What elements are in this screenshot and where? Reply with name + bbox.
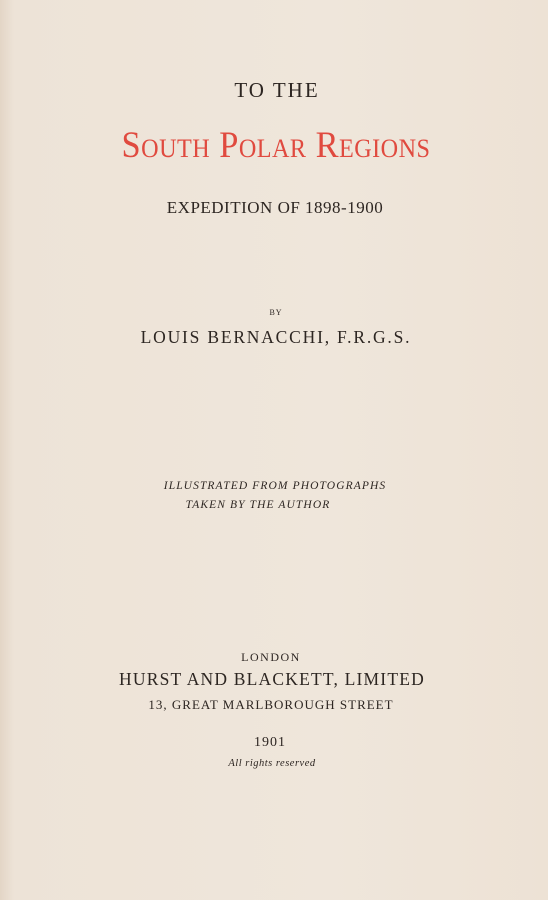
illustration-note-line2: TAKEN BY THE AUTHOR bbox=[185, 499, 331, 511]
publication-year: 1901 bbox=[254, 735, 286, 750]
book-title: South Polar Regions bbox=[121, 125, 431, 166]
publisher-address: 13, GREAT MARLBOROUGH STREET bbox=[148, 697, 394, 712]
publisher-name: HURST AND BLACKETT, LIMITED bbox=[119, 669, 425, 689]
publication-place: LONDON bbox=[241, 650, 301, 664]
pretitle: TO THE bbox=[234, 78, 320, 102]
rights-notice: All rights reserved bbox=[228, 758, 316, 769]
author-name: LOUIS BERNACCHI, F.R.G.S. bbox=[140, 327, 412, 347]
subtitle: EXPEDITION OF 1898-1900 bbox=[166, 198, 384, 217]
illustration-note-line1: ILLUSTRATED FROM PHOTOGRAPHS bbox=[163, 480, 387, 492]
by-label: BY bbox=[269, 308, 283, 317]
